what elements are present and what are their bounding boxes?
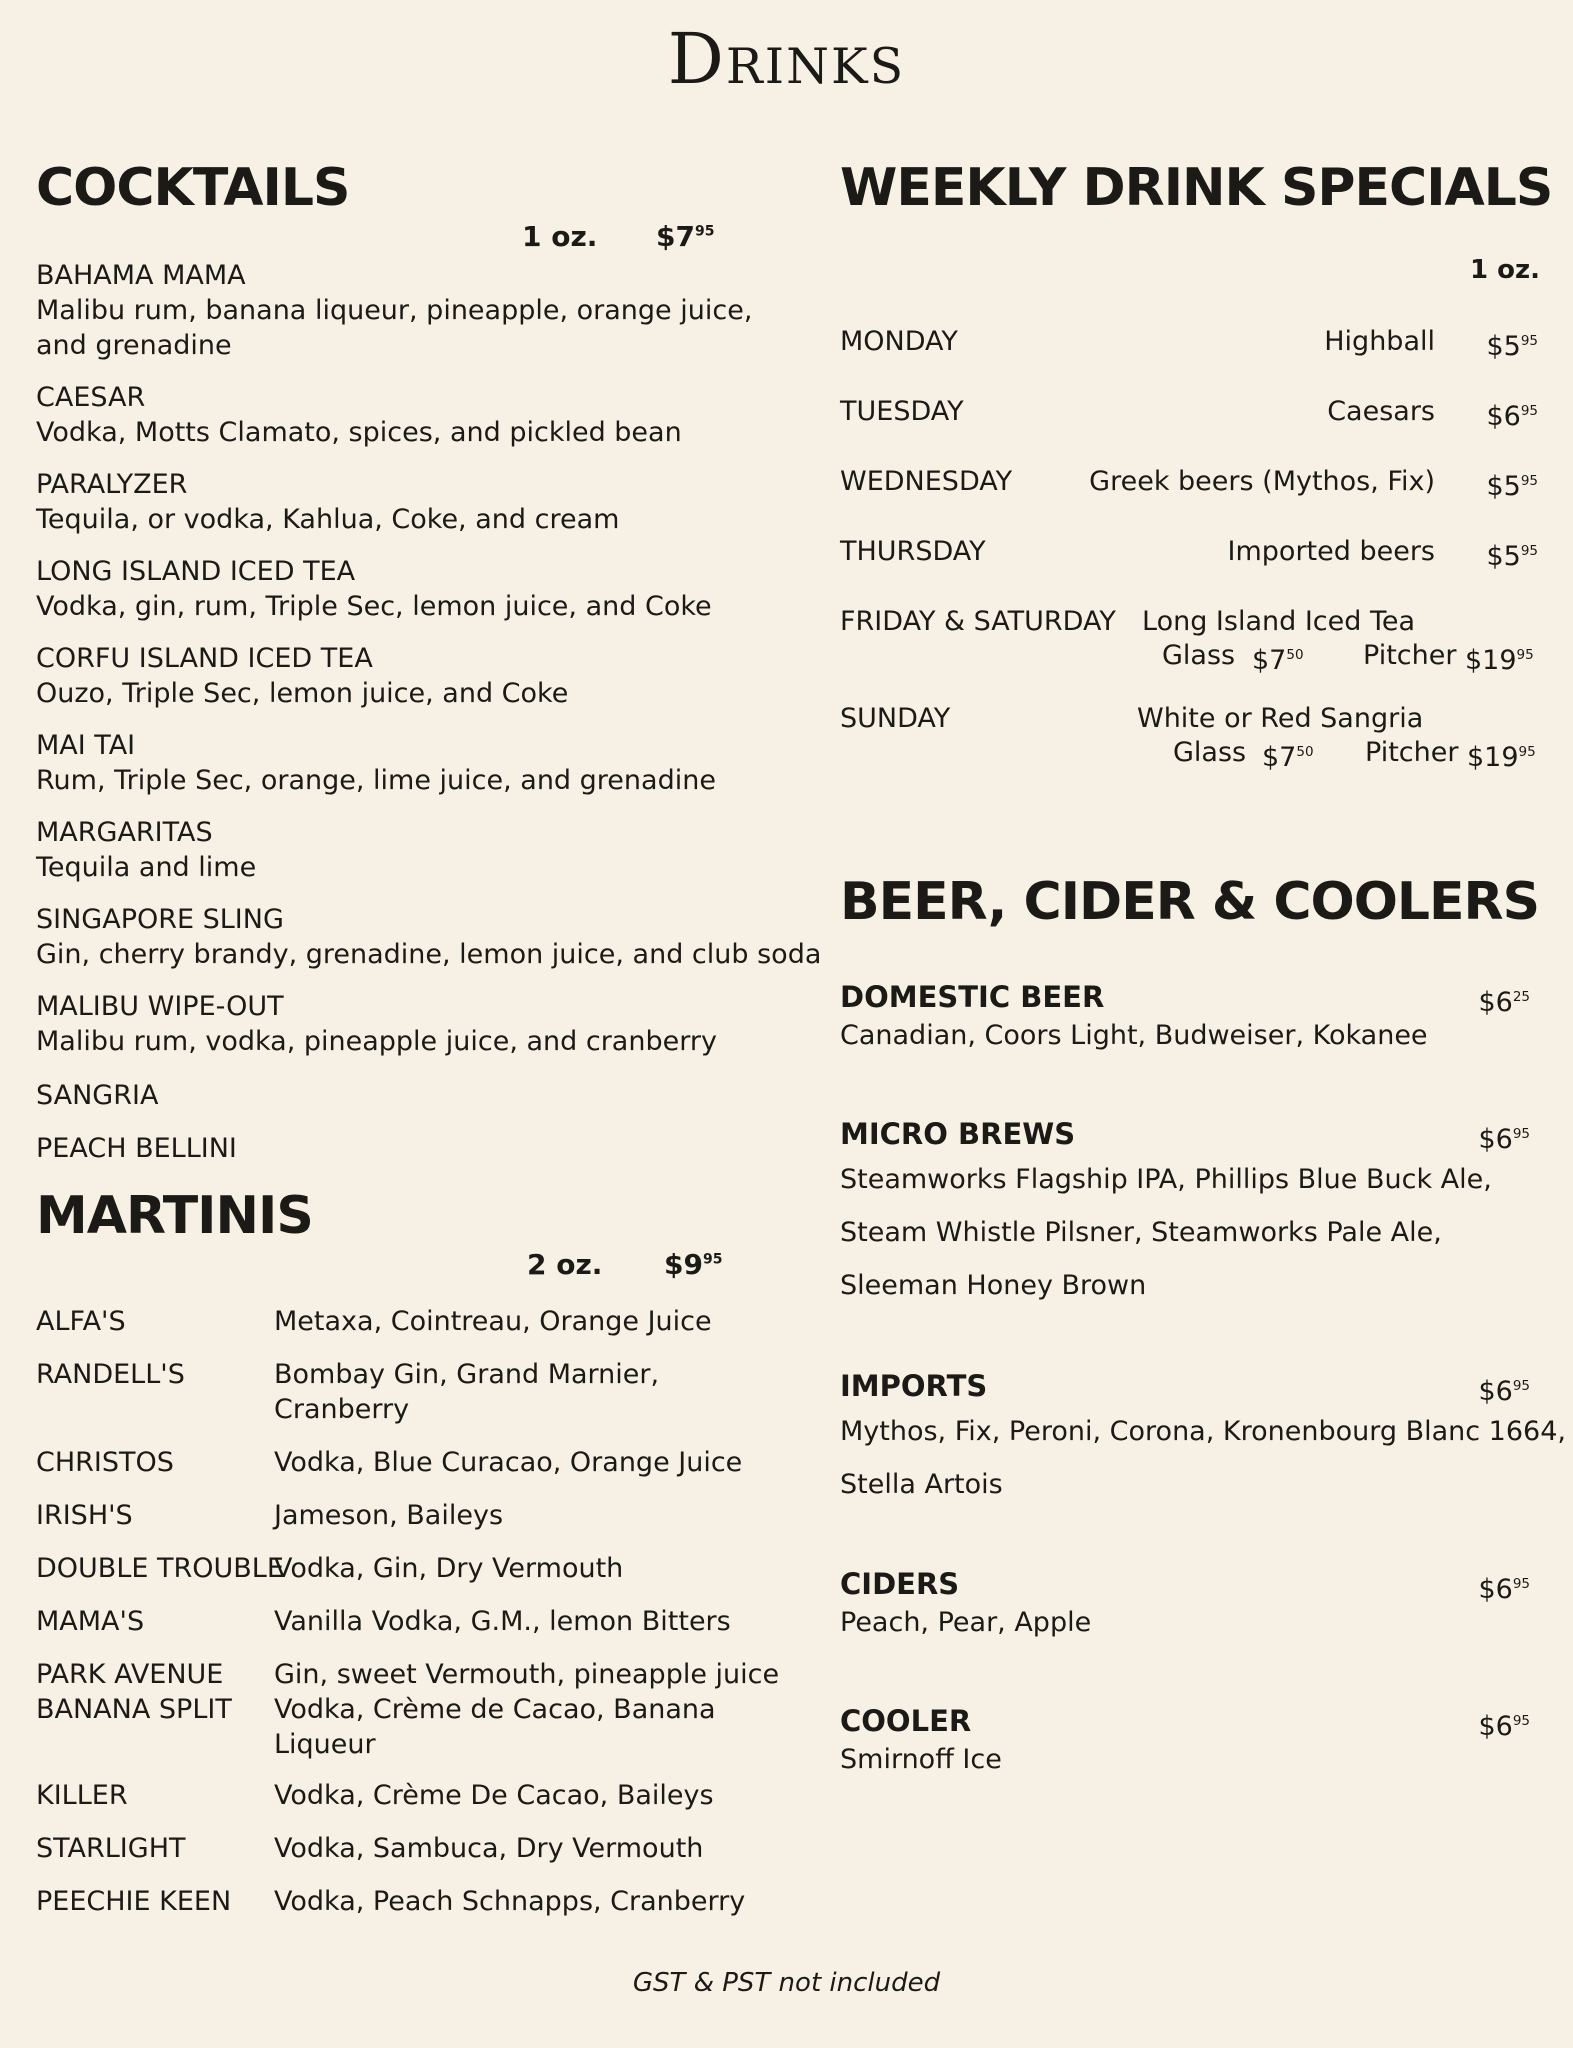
cocktail-name: SINGAPORE SLING	[36, 904, 284, 935]
martinis-size: 2 oz.	[527, 1248, 603, 1281]
cocktail-desc: Ouzo, Triple Sec, lemon juice, and Coke	[36, 678, 569, 709]
martini-desc: Vodka, Crème de Cacao, Banana	[274, 1694, 716, 1725]
special-day: FRIDAY & SATURDAY	[840, 606, 1116, 637]
special-price: $\$5^{95}$	[1486, 331, 1538, 363]
martini-desc: Liqueur	[274, 1729, 376, 1760]
beer-item	[840, 1565, 1530, 1643]
cocktail-desc: Gin, cherry brandy, grenadine, lemon juice, and club soda	[36, 939, 822, 970]
cocktail-name: BAHAMA MAMA	[36, 260, 246, 291]
beer-price: $\$6^{95}$	[1478, 1711, 1530, 1743]
special-price: $\$5^{95}$	[1486, 541, 1538, 573]
martini-desc: Jameson, Baileys	[274, 1500, 504, 1531]
special-day: WEDNESDAY	[840, 466, 1013, 497]
beer-heading: BEER, CIDER & COOLERS	[840, 872, 1540, 932]
cocktails-price: $\$7^{95}$	[656, 220, 715, 253]
beer-name: COOLER	[840, 1704, 972, 1738]
cocktail-desc: and grenadine	[36, 330, 232, 361]
martini-desc: Vodka, Blue Curacao, Orange Juice	[274, 1447, 743, 1478]
beer-price: $\$6^{95}$	[1478, 1574, 1530, 1606]
martini-name: STARLIGHT	[36, 1833, 186, 1864]
beer-list-line: Sleeman Honey Brown	[840, 1270, 1147, 1301]
special-day: SUNDAY	[840, 703, 951, 734]
cocktail-name: PEACH BELLINI	[36, 1133, 237, 1164]
specials-size: 1 oz.	[1470, 255, 1541, 285]
cocktails-size: 1 oz.	[522, 220, 598, 253]
cocktail-desc: Vodka, Motts Clamato, spices, and pickled bean	[36, 417, 682, 448]
special-price: $\$6^{95}$	[1486, 401, 1538, 433]
special-drink: Caesars	[1327, 396, 1435, 427]
cocktail-name: SANGRIA	[36, 1080, 159, 1111]
martini-name: KILLER	[36, 1780, 128, 1811]
beer-list-line: Steamworks Flagship IPA, Phillips Blue Buck Ale,	[840, 1164, 1492, 1195]
cocktail-item	[36, 554, 712, 624]
martini-name: PEECHIE KEEN	[36, 1886, 232, 1917]
special-glass-price: $\$7^{50}$	[1262, 742, 1314, 774]
cocktail-name: MAI TAI	[36, 730, 136, 761]
specials-heading: WEEKLY DRINK SPECIALS	[840, 158, 1553, 218]
special-drink: White or Red Sangria	[1137, 703, 1424, 734]
special-day: THURSDAY	[840, 536, 986, 567]
martini-name: BANANA SPLIT	[36, 1694, 232, 1725]
special-drink: Greek beers (Mythos, Fix)	[1089, 466, 1435, 497]
tax-note: GST & PST not included	[632, 1968, 941, 1998]
martini-desc: Metaxa, Cointreau, Orange Juice	[274, 1306, 712, 1337]
cocktail-item	[36, 815, 256, 885]
beer-item	[840, 978, 1530, 1056]
cocktail-item	[36, 989, 717, 1059]
martinis-price: $\$9^{95}$	[664, 1248, 723, 1281]
cocktail-desc: Tequila, or vodka, Kahlua, Coke, and cream	[36, 504, 620, 535]
martini-name: ALFA'S	[36, 1306, 126, 1337]
cocktails-heading: COCKTAILS	[36, 158, 350, 218]
beer-item	[840, 1702, 1530, 1780]
beer-price: $\$6^{95}$	[1478, 1376, 1530, 1408]
page-title: Drinks	[667, 18, 906, 100]
cocktail-item	[36, 467, 619, 537]
cocktail-item	[36, 728, 716, 798]
beer-list-line: Canadian, Coors Light, Budweiser, Kokanee	[840, 1020, 1428, 1051]
special-pitcher-label: Pitcher	[1363, 640, 1457, 671]
cocktail-item	[36, 1078, 158, 1113]
special-drink: Long Island Iced Tea	[1142, 606, 1416, 637]
beer-list-line: Stella Artois	[840, 1469, 1003, 1500]
martini-desc: Vodka, Crème De Cacao, Baileys	[274, 1780, 714, 1811]
beer-name: MICRO BREWS	[840, 1117, 1076, 1151]
cocktail-item	[36, 380, 682, 450]
cocktail-desc: Rum, Triple Sec, orange, lime juice, and grenadine	[36, 765, 716, 796]
martini-desc: Vodka, Peach Schnapps, Cranberry	[274, 1886, 746, 1917]
special-day: TUESDAY	[840, 396, 964, 427]
special-drink: Imported beers	[1227, 536, 1435, 567]
cocktail-item	[36, 258, 752, 363]
special-glass-price: $\$7^{50}$	[1252, 645, 1304, 677]
cocktail-item	[36, 641, 568, 711]
special-row-sunday	[840, 701, 1540, 774]
cocktail-name: MALIBU WIPE-OUT	[36, 991, 284, 1022]
beer-list-line: Steam Whistle Pilsner, Steamworks Pale Ale,	[840, 1217, 1442, 1248]
special-price: $\$5^{95}$	[1486, 471, 1538, 503]
beer-list-line: Peach, Pear, Apple	[840, 1607, 1092, 1638]
martini-desc: Vanilla Vodka, G.M., lemon Bitters	[274, 1606, 731, 1637]
beer-name: IMPORTS	[840, 1369, 988, 1403]
beer-name: DOMESTIC BEER	[840, 980, 1105, 1014]
cocktail-desc: Malibu rum, vodka, pineapple juice, and cranberry	[36, 1026, 717, 1057]
beer-list-line: Smirnoff Ice	[840, 1744, 1002, 1775]
cocktail-name: PARALYZER	[36, 469, 188, 500]
beer-item	[840, 1367, 1566, 1511]
martinis-heading: MARTINIS	[36, 1186, 313, 1246]
special-day: MONDAY	[840, 326, 958, 357]
martini-name: DOUBLE TROUBLE	[36, 1553, 284, 1584]
cocktail-item	[36, 902, 821, 972]
martini-name: IRISH'S	[36, 1500, 133, 1531]
special-glass-label: Glass	[1173, 737, 1247, 768]
beer-name: CIDERS	[840, 1567, 960, 1601]
special-pitcher-price: $\$19^{95}$	[1465, 645, 1534, 677]
martini-desc: Cranberry	[274, 1394, 410, 1425]
cocktail-desc: Malibu rum, banana liqueur, pineapple, orange juice,	[36, 295, 753, 326]
cocktail-item	[36, 1131, 237, 1166]
special-drink: Highball	[1324, 326, 1435, 357]
beer-price: $\$6^{95}$	[1478, 1124, 1530, 1156]
cocktail-name: CORFU ISLAND ICED TEA	[36, 643, 373, 674]
cocktail-desc: Vodka, gin, rum, Triple Sec, lemon juice, and Coke	[36, 591, 712, 622]
special-glass-label: Glass	[1162, 640, 1236, 671]
cocktail-name: MARGARITAS	[36, 817, 213, 848]
cocktail-name: LONG ISLAND ICED TEA	[36, 556, 356, 587]
martini-desc: Gin, sweet Vermouth, pineapple juice	[274, 1659, 780, 1690]
special-pitcher-price: $\$19^{95}$	[1467, 742, 1536, 774]
cocktail-desc: Tequila and lime	[36, 852, 257, 883]
beer-item	[840, 1115, 1530, 1312]
martini-name: CHRISTOS	[36, 1447, 174, 1478]
martini-name: RANDELL'S	[36, 1359, 185, 1390]
cocktail-name: CAESAR	[36, 382, 146, 413]
special-row-friday	[840, 604, 1540, 677]
martini-name: PARK AVENUE	[36, 1659, 224, 1690]
beer-price: $\$6^{25}$	[1478, 987, 1530, 1019]
martini-desc: Bombay Gin, Grand Marnier,	[274, 1359, 660, 1390]
beer-list-line: Mythos, Fix, Peroni, Corona, Kronenbourg Blanc 1664,	[840, 1416, 1566, 1447]
special-pitcher-label: Pitcher	[1365, 737, 1459, 768]
martini-desc: Vodka, Sambuca, Dry Vermouth	[274, 1833, 704, 1864]
martini-desc: Vodka, Gin, Dry Vermouth	[274, 1553, 624, 1584]
martini-name: MAMA'S	[36, 1606, 145, 1637]
